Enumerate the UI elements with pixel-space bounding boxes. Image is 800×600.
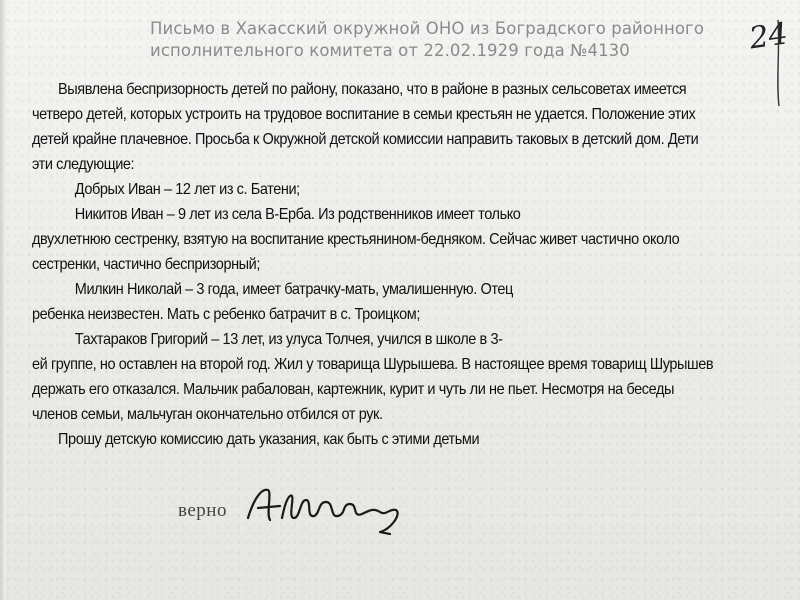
body-line: эти следующие: <box>32 156 135 173</box>
body-line: сестренки, частично беспризорный; <box>32 256 260 273</box>
scan-edge <box>0 0 6 600</box>
title-line: исполнительного комитета от 22.02.1929 года №4130 <box>150 41 630 60</box>
body-line: Выявлена беспризорность детей по району, показано, что в районе в разных сельсоветах имеется <box>58 81 687 98</box>
title-line: Письмо в Хакасский окружной ОНО из Боградского районного <box>150 19 705 38</box>
body-line: ей группе, но оставлен на второй год. Жил у товарища Шурышева. В настоящее время товарищ Шурышев <box>32 356 714 373</box>
archive-number-text: 24 <box>748 16 790 57</box>
child-entry-line: Добрых Иван – 12 лет из с. Батени; <box>74 181 300 198</box>
child-entry-line: Милкин Николай – 3 года, имеет батрачку-мать, умалишенную. Отец <box>74 281 513 298</box>
body-line: членов семьи, мальчуган окончательно отбился от рук. <box>32 406 383 423</box>
body-line: ребенка неизвестен. Мать с ребенко батрачит в с. Троицком; <box>32 306 420 323</box>
child-entry-line: Никитов Иван – 9 лет из села В-Ерба. Из родственников имеет только <box>74 206 521 223</box>
signature-label: верно <box>178 500 227 521</box>
archive-number-mark <box>748 10 794 115</box>
body-line: держать его отказался. Мальчик рабалован, картежник, курит и чуть ли не пьет. Несмотря на беседы <box>32 381 675 398</box>
body-line: четверо детей, которых устроить на трудовое воспитание в семьи крестьян не удается. Положение этих <box>32 106 696 123</box>
body-line: двухлетнюю сестренку, взятую на воспитание крестьянином-бедняком. Сейчас живет частично около <box>32 231 680 248</box>
body-line: детей крайне плачевное. Просьба к Окружной детской комиссии направить таковых в детский дом. Дети <box>32 131 699 148</box>
closing-line: Прошу детскую комиссию дать указания, как быть с этими детьми <box>58 431 480 448</box>
handwritten-signature <box>240 478 410 543</box>
child-entry-line: Тахтараков Григорий – 13 лет, из улуса Толчея, учился в школе в 3- <box>74 331 503 348</box>
document-title <box>150 18 710 62</box>
letter-body <box>32 77 725 452</box>
